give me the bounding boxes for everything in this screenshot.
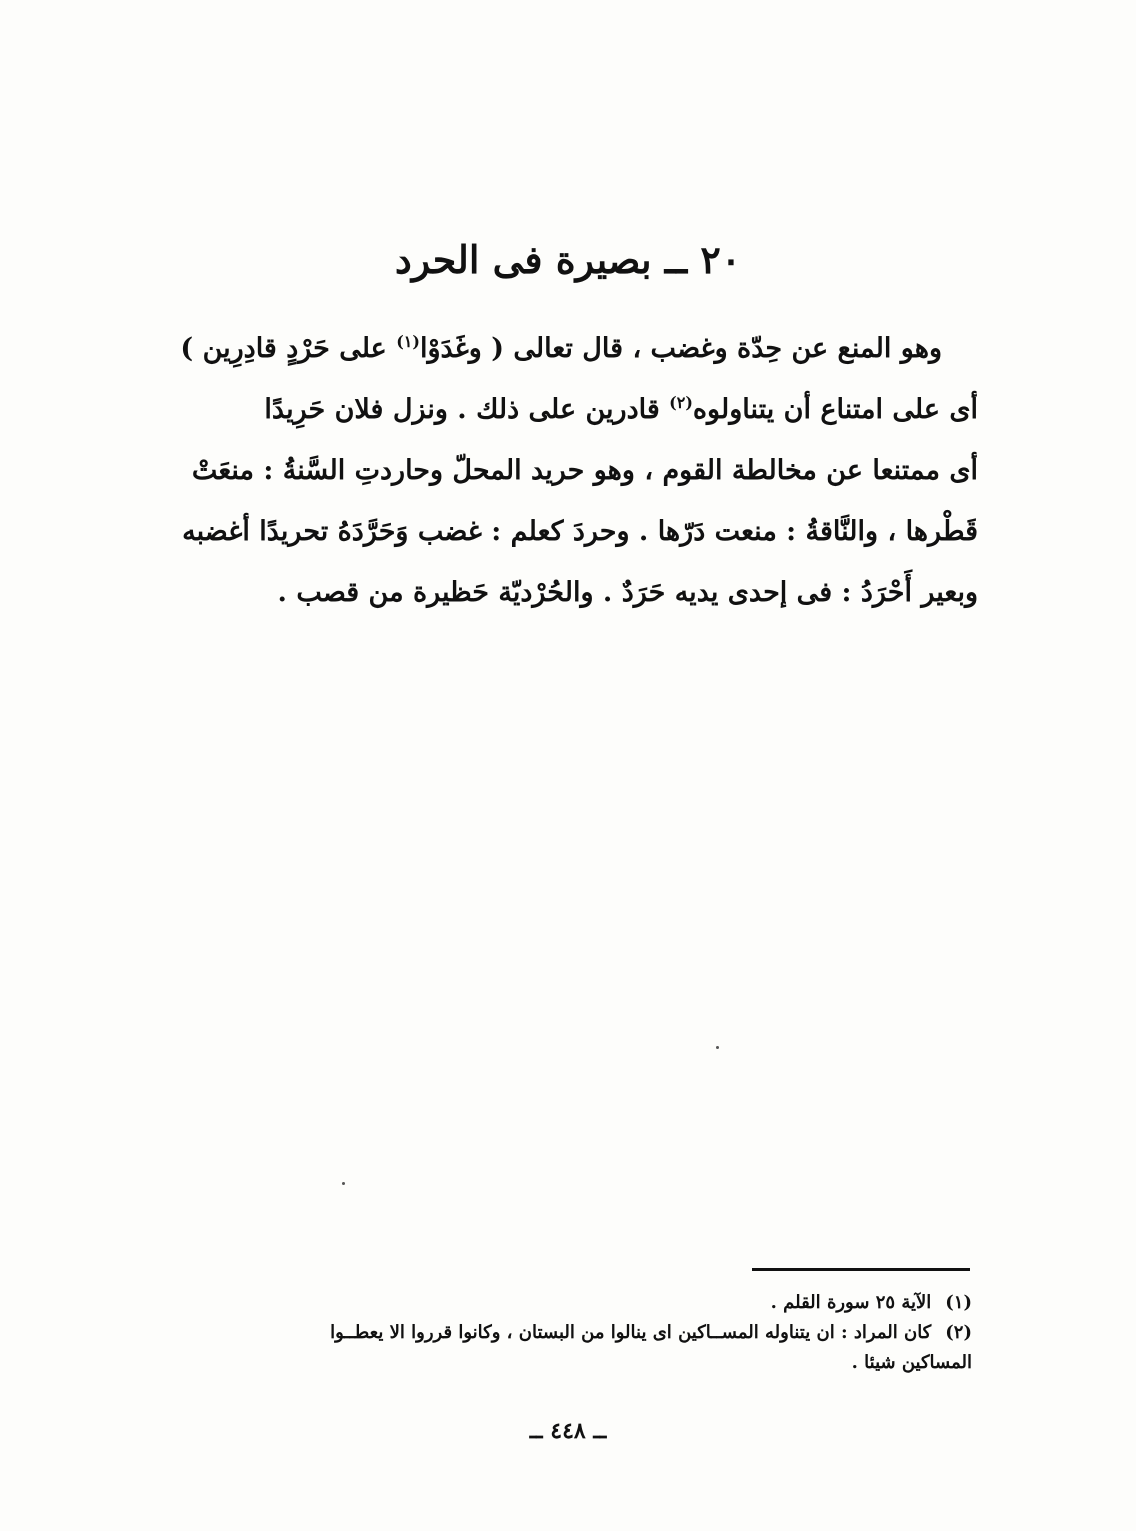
body-line-text: وبعير أَحْرَدُ : فى إحدى يديه حَرَدٌ . والحُرْديّة حَظيرة من قصب .: [277, 577, 978, 608]
footnote-text: الآية ٢٥ سورة القلم .: [770, 1292, 932, 1313]
body-line-text: أى على امتناع أن يتناولوه: [692, 394, 978, 425]
footnote-text: المساكين شيئا .: [851, 1352, 972, 1373]
footnote-item: [112, 1288, 972, 1318]
scan-speck: [342, 1182, 345, 1185]
body-line-text: على حَرْدٍ قادِرِين ): [180, 333, 397, 364]
scan-speck: [716, 1046, 719, 1049]
body-line: [112, 562, 978, 623]
footnote-number: (٢): [945, 1322, 972, 1343]
footnote-ref: (١): [396, 332, 420, 351]
body-line-text: قادرين على ذلك . ونزل فلان حَرِيدًا: [264, 394, 670, 425]
body-line: [112, 379, 978, 440]
footnote-number: (١): [945, 1292, 972, 1313]
footnote-text: كان المراد : ان يتناوله المســاكين اى ينالوا من البستان ، وكانوا قرروا الا يعطــوا: [330, 1322, 932, 1343]
body-line: [112, 440, 978, 501]
section-title: ٢٠ ــ بصيرة فى الحرد: [394, 237, 742, 282]
body-paragraph: [112, 318, 978, 623]
footnotes: [112, 1288, 972, 1378]
footnote-item: [112, 1318, 972, 1348]
body-line: [112, 501, 978, 562]
body-line-text: وهو المنع عن حِدّة وغضب ، قال تعالى ( وغَدَوْا: [419, 333, 942, 364]
footnote-divider: [752, 1268, 970, 1271]
page-number: ــ ٤٤٨ ــ: [529, 1418, 607, 1444]
body-line: [112, 318, 978, 379]
body-line-text: أى ممتنعا عن مخالطة القوم ، وهو حريد المحلّ وحاردتِ السَّنةُ : منعَتْ: [191, 455, 978, 486]
footnote-item: [112, 1348, 972, 1378]
footnote-ref: (٢): [669, 393, 693, 412]
body-line-text: قَطْرها ، والنَّاقةُ : منعت دَرّها . وحردَ كعلم : غضب وَحَرَّدَهُ تحريدًا أغضبه: [182, 516, 978, 547]
